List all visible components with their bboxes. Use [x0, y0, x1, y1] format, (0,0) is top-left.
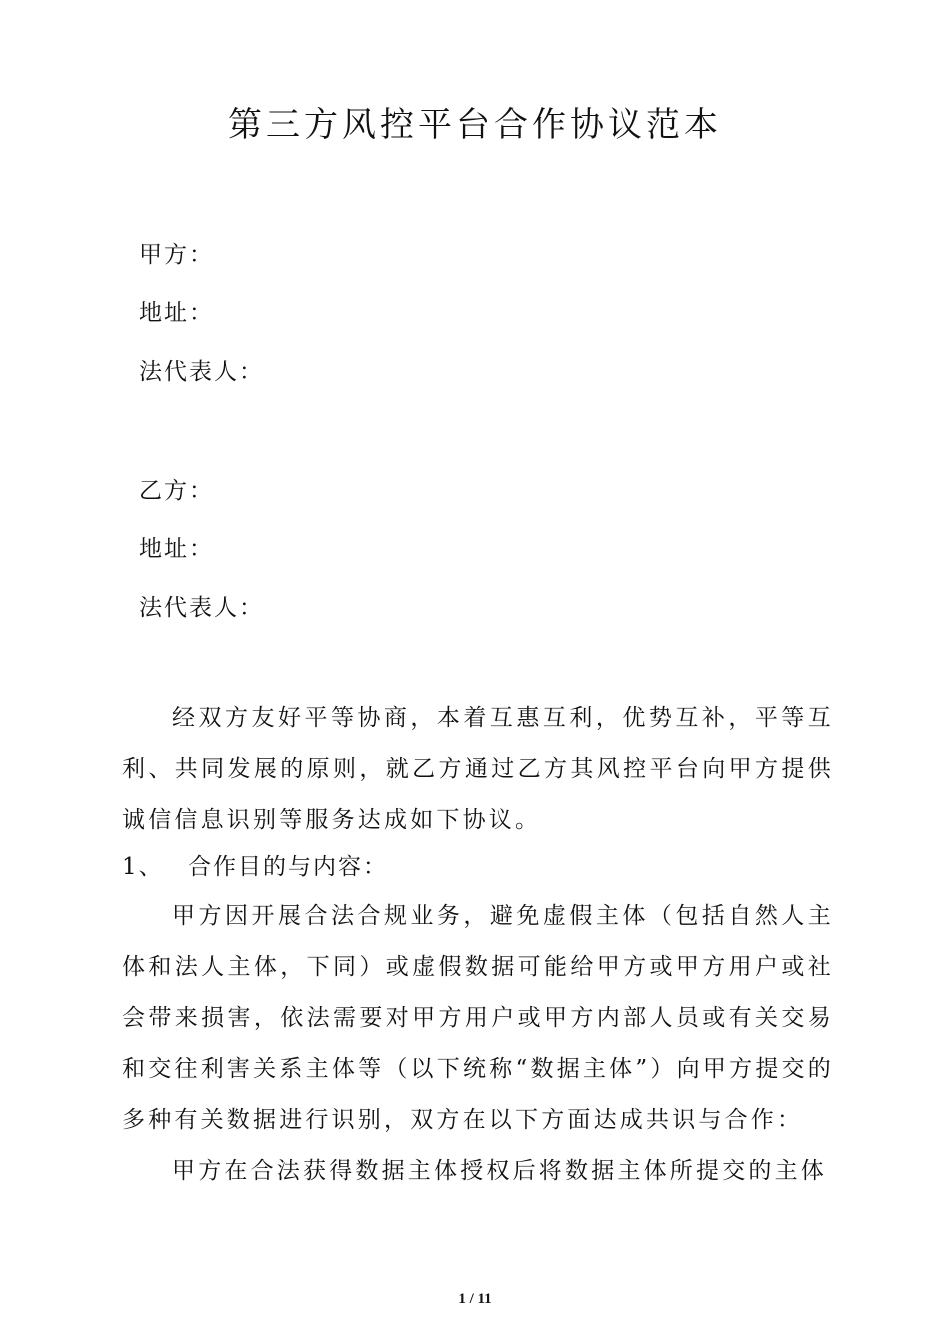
section-1-number: 1、 — [122, 854, 164, 880]
intro-paragraph: 经双方友好平等协商，本着互惠互利，优势互补，平等互利、共同发展的原则，就乙方通过乙方其风控平台向甲方提供诚信信息识别等服务达成如下协议。 — [122, 705, 834, 833]
party-b-address-label: 地址： — [139, 536, 214, 562]
party-a-representative-label: 法代表人： — [139, 359, 264, 385]
party-a-address-label: 地址： — [139, 300, 214, 326]
section-1-heading — [122, 850, 388, 884]
party-b-representative-label: 法代表人： — [139, 595, 264, 621]
section-1-paragraph-2: 甲方在合法获得数据主体授权后将数据主体所提交的主体 — [172, 1158, 827, 1184]
section-1-title: 合作目的与内容： — [188, 854, 388, 880]
document-title: 第三方风控平台合作协议范本 — [228, 105, 722, 145]
section-1-paragraph-1: 甲方因开展合法合规业务，避免虚假主体（包括自然人主体和法人主体，下同）或虚假数据可能给甲方或甲方用户或社会带来损害，依法需要对甲方用户或甲方内部人员或有关交易和交往利害关系主体等（以下统称“数据主体”）向甲方提交的多种有关数据进行识别，双方在以下方面达成共识与合作： — [122, 903, 834, 1133]
page-indicator: 1 / 11 — [458, 1291, 492, 1307]
party-b-label: 乙方： — [139, 478, 214, 504]
party-a-label: 甲方： — [139, 242, 214, 268]
